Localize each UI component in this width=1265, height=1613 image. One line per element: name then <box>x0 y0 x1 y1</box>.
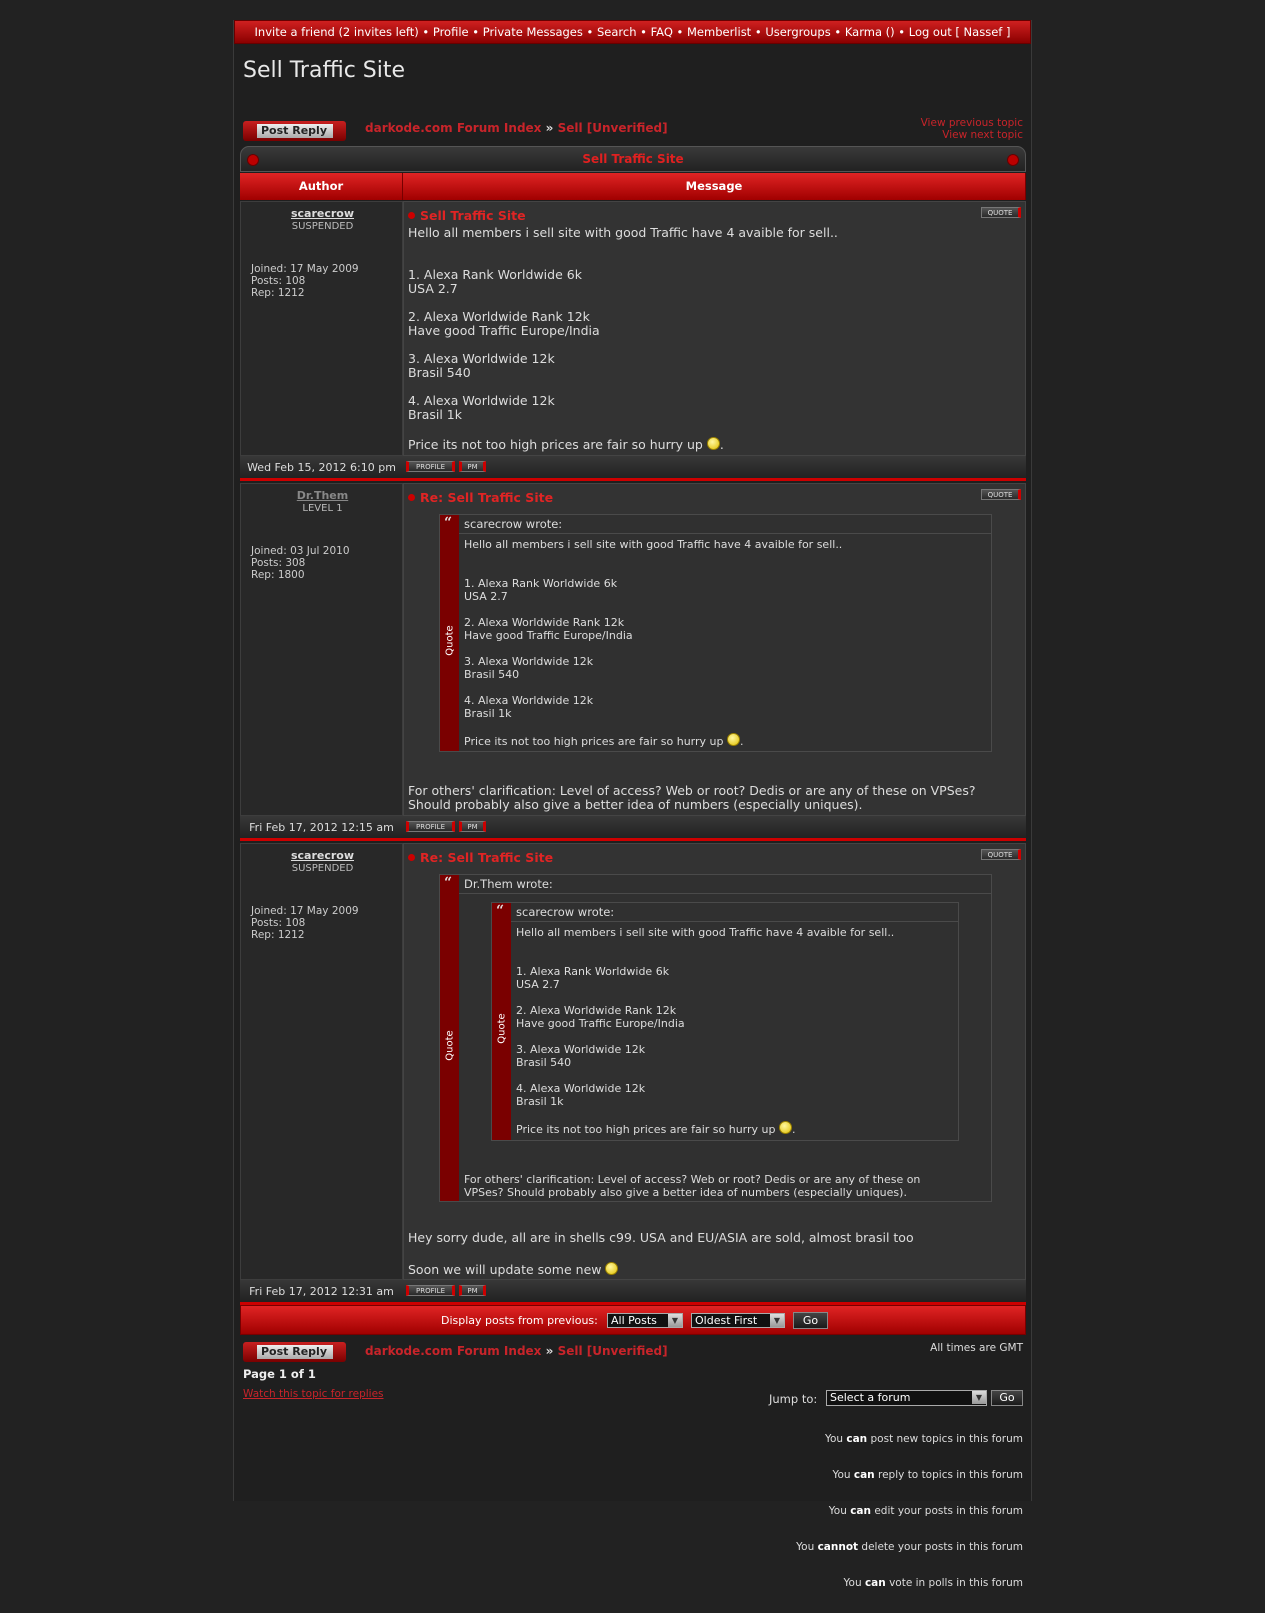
permission-text: You <box>843 1577 865 1589</box>
permission-line <box>796 1577 1023 1589</box>
quote-mark-icon: “ <box>444 515 453 531</box>
inner-quote-block <box>491 902 959 1141</box>
breadcrumb-separator: » <box>545 121 554 135</box>
post-reply-button[interactable] <box>243 121 346 141</box>
post-subject-text: Sell Traffic Site <box>420 208 526 223</box>
nav-separator: • <box>754 25 762 39</box>
post-subject <box>408 208 526 223</box>
profile-button[interactable]: PROFILE <box>406 821 455 832</box>
quote-button[interactable]: QUOTE <box>981 489 1021 500</box>
permission-text: You <box>828 1505 851 1517</box>
posts-filter-value: All Posts <box>611 1314 657 1327</box>
permission-line <box>796 1505 1023 1517</box>
header-dot-icon <box>247 154 259 166</box>
post-author-panel <box>240 483 403 816</box>
post-footer <box>240 1280 1026 1305</box>
permission-status: can <box>864 1577 886 1589</box>
post-user-stats: Joined: 17 May 2009 Posts: 108 Rep: 1212 <box>251 263 359 299</box>
top-navigation <box>234 20 1031 44</box>
post-subject <box>408 850 553 865</box>
nav-separator: • <box>586 25 594 39</box>
smiley-icon <box>605 1262 618 1275</box>
nav-logout-link[interactable]: Log out [ Nassef ] <box>908 25 1011 39</box>
post-message-text: Price its not too high prices are fair so hurry up <box>408 437 703 452</box>
quote-button[interactable]: QUOTE <box>981 207 1021 218</box>
pm-button[interactable]: PM <box>459 1285 486 1296</box>
quote-label: Quote <box>496 1013 508 1044</box>
column-headers <box>240 173 1026 200</box>
quote-label: Quote <box>444 1030 456 1061</box>
display-posts-label: Display posts from previous: <box>441 1314 598 1327</box>
topic-header <box>240 146 1026 172</box>
author-column-header: Author <box>240 173 403 200</box>
nav-separator: • <box>834 25 842 39</box>
post-subject <box>408 490 553 505</box>
quote-mark-icon: “ <box>496 903 505 919</box>
chevron-down-icon: ▼ <box>770 1314 784 1327</box>
breadcrumb-separator: » <box>545 1344 554 1358</box>
post-message: Hey sorry dude, all are in shells c99. USA and EU/ASIA are sold, almost brasil too <box>408 1230 914 1245</box>
smiley-icon <box>707 437 720 450</box>
breadcrumb-forum-link[interactable]: Sell [Unverified] <box>557 1344 668 1358</box>
post-message-last-line <box>408 1262 618 1277</box>
post-user-stats: Joined: 03 Jul 2010 Posts: 308 Rep: 1800 <box>251 545 350 581</box>
permission-line <box>796 1433 1023 1445</box>
post-body-panel <box>403 843 1026 1280</box>
jump-go-button[interactable]: Go <box>991 1390 1023 1406</box>
permission-line <box>796 1469 1023 1481</box>
permission-text: You <box>796 1541 818 1553</box>
nav-private-messages-link[interactable]: Private Messages <box>482 25 583 39</box>
post-user-rank: SUSPENDED <box>291 221 354 232</box>
permission-status: can <box>846 1433 868 1445</box>
breadcrumb <box>365 121 668 135</box>
quote-block <box>439 514 992 752</box>
permission-status: can <box>853 1469 875 1481</box>
nav-separator: • <box>640 25 647 39</box>
nav-karma-link[interactable]: Karma () <box>844 25 895 39</box>
nav-separator: • <box>422 25 430 39</box>
post-subject-text: Re: Sell Traffic Site <box>420 850 554 865</box>
permission-text: You <box>832 1469 854 1481</box>
timezone-note: All times are GMT <box>930 1342 1023 1354</box>
posts-filter-select[interactable] <box>607 1313 683 1328</box>
quote-text: Hello all members i sell site with good Traffic have 4 avaible for sell.. 1. Alexa Rank Worldwide 6k USA 2.7 2. Alexa Worldwide Rank 12k Have good Traffic Europe/India 3. Alexa Worldwide 12k Brasil 540 4. Alexa Worldwide 12k Brasil 1k <box>464 538 843 720</box>
posts-order-select[interactable] <box>691 1313 785 1328</box>
post-message: For others' clarification: Level of access? Web or root? Dedis or are any of these on VPSes? Should probably also give a better idea of numbers (especially uniques). <box>408 783 976 812</box>
permission-text: reply to topics in this forum <box>874 1469 1023 1481</box>
jump-to-value: Select a forum <box>830 1391 911 1404</box>
post-message-text: Soon we will update some new <box>408 1262 602 1277</box>
quote-text: Hello all members i sell site with good Traffic have 4 avaible for sell.. 1. Alexa Rank Worldwide 6k USA 2.7 2. Alexa Worldwide Rank 12k Have good Traffic Europe/India 3. Alexa Worldwide 12k Brasil 540 4. Alexa Worldwide 12k Brasil 1k <box>516 926 895 1108</box>
permission-status: cannot <box>817 1541 859 1553</box>
post-1 <box>240 201 1026 482</box>
smiley-icon <box>727 733 740 746</box>
post-reply-label: Post Reply <box>257 124 333 138</box>
page-wrapper <box>233 20 1032 1589</box>
post-author-panel <box>240 843 403 1280</box>
permission-text: edit your posts in this forum <box>871 1505 1023 1517</box>
profile-button[interactable]: PROFILE <box>406 461 455 472</box>
post-username[interactable]: Dr.Them <box>296 489 349 502</box>
nav-separator: • <box>472 25 480 39</box>
quote-button[interactable]: QUOTE <box>981 849 1021 860</box>
chevron-down-icon: ▼ <box>972 1391 986 1404</box>
quote-bar <box>492 903 511 1140</box>
jump-to-forum-select[interactable] <box>826 1390 987 1406</box>
smiley-icon <box>779 1121 792 1134</box>
quote-author: scarecrow wrote: <box>511 903 958 922</box>
quote-author: scarecrow wrote: <box>459 515 991 534</box>
breadcrumb-bottom <box>365 1344 668 1358</box>
post-body-panel <box>403 483 1026 816</box>
permission-text: post new topics in this forum <box>867 1433 1023 1445</box>
post-3 <box>240 843 1026 1306</box>
post-body-panel <box>403 201 1026 456</box>
display-go-button[interactable]: Go <box>793 1312 828 1329</box>
permission-status: can <box>850 1505 871 1517</box>
post-bullet-icon <box>408 494 415 501</box>
post-username[interactable]: scarecrow <box>290 849 355 862</box>
forum-permissions <box>796 1409 1023 1613</box>
nav-usergroups-link[interactable]: Usergroups <box>765 25 831 39</box>
watch-topic-link[interactable]: Watch this topic for replies <box>243 1388 384 1400</box>
post-username[interactable]: scarecrow <box>290 207 355 220</box>
post-user-rank: SUSPENDED <box>291 863 354 874</box>
pm-button[interactable]: PM <box>459 821 486 832</box>
nav-separator: • <box>898 25 906 39</box>
post-user-stats: Joined: 17 May 2009 Posts: 108 Rep: 1212 <box>251 905 359 941</box>
topic-title-link[interactable]: Sell Traffic Site <box>582 152 684 166</box>
page-title: Sell Traffic Site <box>243 58 406 83</box>
quote-bar <box>440 875 459 1201</box>
post-user-rank: LEVEL 1 <box>302 503 343 514</box>
post-date: Fri Feb 17, 2012 12:31 am <box>249 1285 394 1298</box>
chevron-down-icon: ▼ <box>668 1314 682 1327</box>
post-bullet-icon <box>408 854 415 861</box>
permission-line <box>796 1541 1023 1553</box>
post-bullet-icon <box>408 212 415 219</box>
post-footer <box>240 456 1026 481</box>
nav-faq-link[interactable]: FAQ <box>650 25 673 39</box>
post-reply-label: Post Reply <box>257 1345 333 1359</box>
posts-order-value: Oldest First <box>695 1314 758 1327</box>
jump-to-label: Jump to: <box>769 1392 818 1406</box>
post-message-last-line: Price its not too high prices are fair so hurry up . <box>408 437 724 452</box>
nav-invite-link[interactable]: Invite a friend (2 invites left) <box>254 25 419 39</box>
quote-text-last-line: Price its not too high prices are fair so hurry up . <box>464 735 744 748</box>
quote-author: Dr.Them wrote: <box>459 875 991 894</box>
quote-label: Quote <box>444 625 456 656</box>
quote-bar <box>440 515 459 751</box>
page-info: Page 1 of 1 <box>243 1367 316 1381</box>
quote-text-last-line: Price its not too high prices are fair so hurry up . <box>516 1123 796 1136</box>
post-author-panel <box>240 201 403 456</box>
quote-text: For others' clarification: Level of access? Web or root? Dedis or are any of these on VPSes? Should probably also give a better idea of numbers (especially uniques). <box>464 1173 921 1199</box>
profile-button[interactable]: PROFILE <box>406 1285 455 1296</box>
nav-memberlist-link[interactable]: Memberlist <box>687 25 752 39</box>
breadcrumb-index-link[interactable]: darkode.com Forum Index <box>365 121 542 135</box>
post-footer <box>240 816 1026 841</box>
view-previous-topic-link[interactable]: View previous topic <box>920 117 1023 129</box>
permission-text: You <box>824 1433 847 1445</box>
nav-profile-link[interactable]: Profile <box>432 25 469 39</box>
topic-navigation <box>921 117 1023 141</box>
pm-button[interactable]: PM <box>459 461 486 472</box>
view-next-topic-link[interactable]: View next topic <box>942 129 1023 141</box>
breadcrumb-forum-link[interactable]: Sell [Unverified] <box>557 121 668 135</box>
post-date: Fri Feb 17, 2012 12:15 am <box>249 821 394 834</box>
permission-text: delete your posts in this forum <box>858 1541 1023 1553</box>
nav-search-link[interactable]: Search <box>596 25 637 39</box>
post-date: Wed Feb 15, 2012 6:10 pm <box>247 461 396 474</box>
post-message: Hello all members i sell site with good Traffic have 4 avaible for sell.. 1. Alexa Rank Worldwide 6k USA 2.7 2. Alexa Worldwide Rank 12k Have good Traffic Europe/India 3. Alexa Worldwide 12k Brasil 540 4. Alexa Worldwide 12k Brasil 1k <box>408 225 838 422</box>
post-reply-button-bottom[interactable] <box>243 1342 346 1362</box>
post-subject-text: Re: Sell Traffic Site <box>420 490 554 505</box>
breadcrumb-index-link[interactable]: darkode.com Forum Index <box>365 1344 542 1358</box>
outer-quote-block <box>439 874 992 1202</box>
quote-mark-icon: “ <box>444 875 453 891</box>
permission-text: vote in polls in this forum <box>885 1577 1023 1589</box>
post-2 <box>240 483 1026 842</box>
message-column-header: Message <box>403 173 1026 200</box>
quote-text-content: Price its not too high prices are fair so hurry up <box>464 735 724 748</box>
header-dot-icon <box>1007 154 1019 166</box>
display-options-bar <box>240 1305 1026 1335</box>
quote-text-content: Price its not too high prices are fair so hurry up <box>516 1123 776 1136</box>
nav-separator: • <box>676 25 684 39</box>
